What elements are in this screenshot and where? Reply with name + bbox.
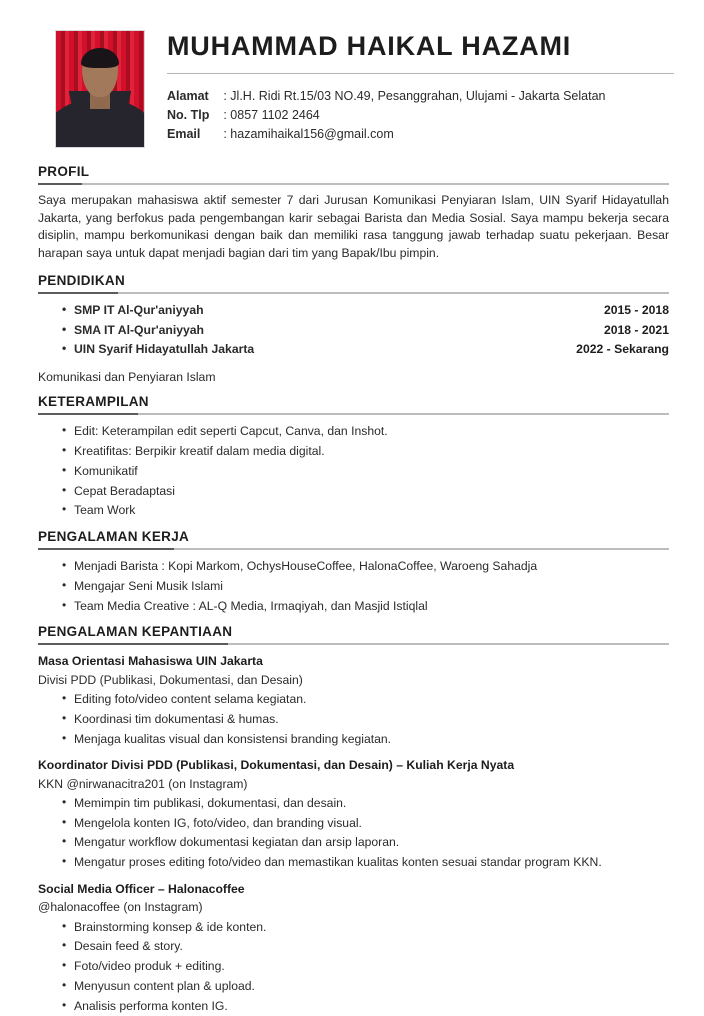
header-text-block [145,30,674,145]
education-list [38,301,669,360]
committee-block [38,880,669,1016]
section-pendidikan [38,273,669,387]
list-item: • UIN Syarif Hidayatullah Jakarta [62,340,669,360]
committee-title: Social Media Officer – Halonacoffee [38,882,245,897]
section-divider [38,183,669,185]
list-item: • Mengajar Seni Musik Islami [62,577,669,597]
profil-text: Saya merupakan mahasiswa aktif semester 7 dari Jurusan Komunikasi Penyiaran Islam, UIN Syarif Hidayatullah Jakarta, yang berfokus pada pengembangan karir sebagai Barista dan Media Sosial. Saya mampu bekerja secara disiplin, mampu berkomunikasi dengan baik dan memiliki rasa tanggung jawab terhadap suatu pekerjaan. Besar harapan saya untuk dapat menjadi bagian dari tim yang Bapak/Ibu pimpin. [38,193,669,261]
section-divider [38,548,669,550]
list-item: • Team Work [62,501,669,521]
contact-row [167,125,606,144]
list-item: • Menjaga kualitas visual dan konsistensi branding kegiatan. [62,730,669,750]
contact-label-alamat: Alamat [167,88,209,103]
list-item: • Mengatur proses editing foto/video dan memastikan kualitas konten sesuai standar program KKN. [62,853,669,873]
section-profil [38,164,669,263]
committee-block [38,652,669,749]
section-divider [38,413,669,415]
cv-body [0,148,704,1016]
list-item: • Team Media Creative : AL-Q Media, Irmaqiyah, dan Masjid Istiqlal [62,597,669,617]
section-title-profil: PROFIL [38,164,90,179]
work-experience-list [38,557,669,616]
committee-duties [38,794,669,873]
contact-label-email: Email [167,127,201,142]
list-item: • Menjadi Barista : Kopi Markom, OchysHouseCoffee, HalonaCoffee, Waroeng Sahadja [62,557,669,577]
list-item: • Koordinasi tim dokumentasi & humas. [62,710,669,730]
committee-subtitle: @halonacoffee (on Instagram) [38,900,203,915]
section-pengalaman-kerja [38,529,669,616]
contact-row [167,106,606,125]
section-divider [38,292,669,294]
list-item: • Menyusun content plan & upload. [62,977,669,997]
page-title: MUHAMMAD HAIKAL HAZAMI [167,31,572,61]
cv-header [0,0,704,148]
list-item: • Mengatur workflow dokumentasi kegiatan dan arsip laporan. [62,833,669,853]
committee-title: Koordinator Divisi PDD (Publikasi, Dokumentasi, dan Desain) – Kuliah Kerja Nyata [38,758,515,773]
education-schools [38,301,669,360]
section-title-pendidikan: PENDIDIKAN [38,272,126,288]
list-item: • Brainstorming konsep & ide konten. [62,918,669,938]
section-divider [38,643,669,645]
list-item: • Desain feed & story. [62,937,669,957]
section-title-pengalaman-kepanitiaan: PENGALAMAN KEPANTIAAN [38,624,233,640]
contact-value-alamat: : Jl.H. Ridi Rt.15/03 NO.49, Pesanggrahan, Ulujami - Jakarta Selatan [223,88,606,103]
contact-value-phone: : 0857 1102 2464 [223,108,320,123]
committee-duties [38,690,669,749]
list-item: • Memimpin tim publikasi, dokumentasi, dan desain. [62,794,669,814]
section-title-keterampilan: KETERAMPILAN [38,394,149,410]
education-date: 2022 - Sekarang [576,342,669,357]
committee-subtitle: KKN @nirwanacitra201 (on Instagram) [38,776,248,791]
section-title-pengalaman-kerja: PENGALAMAN KERJA [38,529,190,545]
list-item: • Komunikatif [62,462,669,482]
list-item: • SMP IT Al-Qur'aniyyah [62,301,669,321]
committee-subtitle: Divisi PDD (Publikasi, Dokumentasi, dan Desain) [38,672,303,687]
list-item: • Kreatifitas: Berpikir kreatif dalam media digital. [62,442,669,462]
profile-photo [55,30,145,148]
committee-title: Masa Orientasi Mahasiswa UIN Jakarta [38,654,263,669]
list-item: • Foto/video produk + editing. [62,957,669,977]
contact-label-phone: No. Tlp [167,108,210,123]
list-item: • Mengelola konten IG, foto/video, dan branding visual. [62,814,669,834]
list-item: • Editing foto/video content selama kegiatan. [62,690,669,710]
committee-block [38,756,669,873]
education-date: 2015 - 2018 [603,302,669,317]
contact-value-email: : hazamihaikal156@gmail.com [223,127,394,142]
education-date: 2018 - 2021 [603,322,669,337]
committee-duties [38,918,669,1016]
list-item: • Analisis performa konten IG. [62,997,669,1016]
list-item: • Cepat Beradaptasi [62,482,669,502]
list-item: • SMA IT Al-Qur'aniyyah [62,321,669,341]
contact-row [167,87,606,106]
section-keterampilan [38,394,669,521]
name-divider [167,73,674,74]
education-dates [576,301,669,360]
contact-info [167,87,606,145]
skills-list [38,422,669,521]
section-pengalaman-kepanitiaan [38,624,669,1016]
education-major: Komunikasi dan Penyiaran Islam [38,370,216,385]
list-item: • Edit: Keterampilan edit seperti Capcut, Canva, dan Inshot. [62,422,669,442]
